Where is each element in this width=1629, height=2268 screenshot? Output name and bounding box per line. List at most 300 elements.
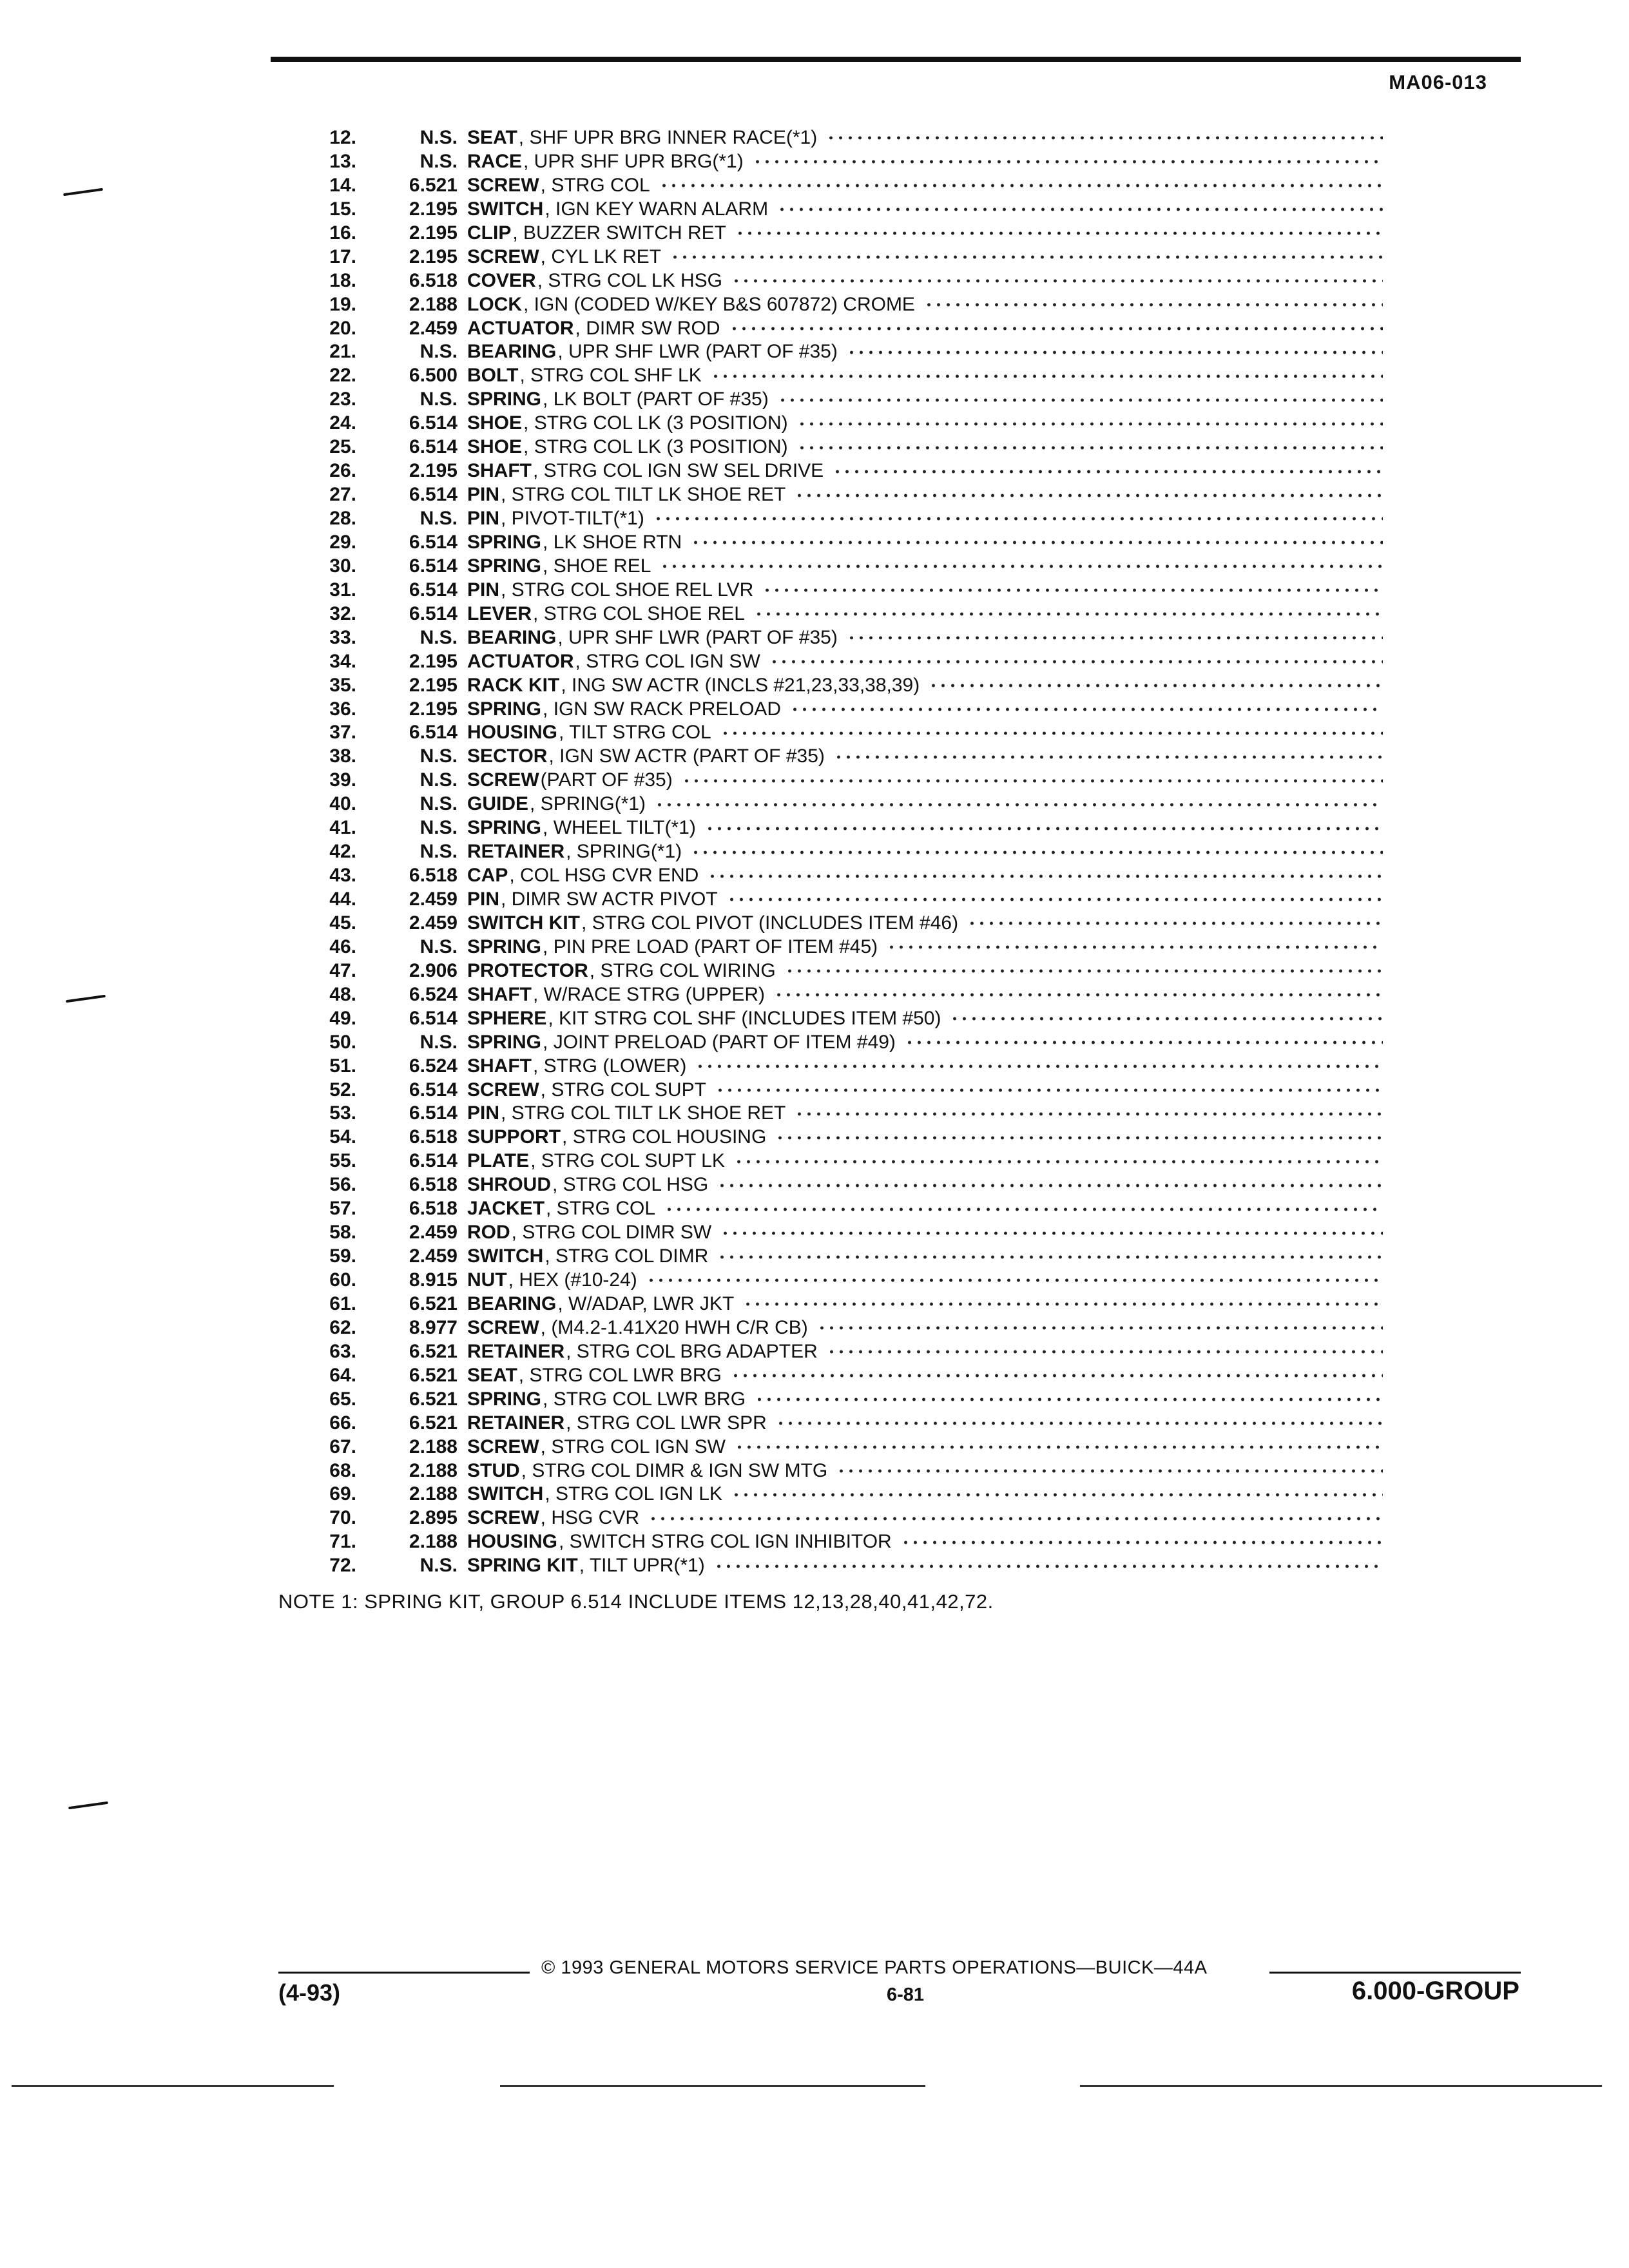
- part-name: SWITCH: [467, 1245, 544, 1267]
- part-description: [467, 317, 1385, 341]
- part-description: [467, 1079, 1385, 1102]
- dot-leader: [715, 1081, 1383, 1100]
- group-number: 2.459: [409, 1245, 458, 1267]
- dot-leader: [797, 438, 1383, 457]
- dot-leader: [795, 486, 1383, 505]
- item-number: 52.: [329, 1079, 356, 1100]
- item-number: 53.: [329, 1102, 356, 1124]
- part-name: SHAFT: [467, 1055, 532, 1077]
- part-row: [303, 1055, 1385, 1079]
- part-detail: , STRG COL LK HSG: [537, 269, 722, 291]
- part-row: [303, 317, 1385, 341]
- dot-leader: [887, 937, 1383, 957]
- part-description: [467, 674, 1385, 698]
- part-description: [467, 1149, 1385, 1173]
- part-row: [303, 674, 1385, 698]
- part-description: [467, 269, 1385, 293]
- dot-leader: [648, 1509, 1383, 1528]
- part-description: [467, 555, 1385, 579]
- item-number: 65.: [329, 1388, 356, 1410]
- group-number: N.S.: [419, 817, 458, 839]
- item-number: 25.: [329, 436, 356, 458]
- part-description: [467, 198, 1385, 222]
- item-number: 29.: [329, 531, 356, 553]
- part-name: PIN: [467, 484, 500, 506]
- part-name: STUD: [467, 1459, 520, 1481]
- item-number: 46.: [329, 936, 356, 957]
- dot-leader: [795, 1104, 1383, 1124]
- part-detail: , LK SHOE RTN: [543, 531, 682, 553]
- part-detail: , STRG COL HOUSING: [562, 1126, 767, 1148]
- part-detail: , STRG COL LWR BRG: [518, 1364, 722, 1386]
- part-row: [303, 1436, 1385, 1459]
- part-detail: , TILT STRG COL: [559, 722, 711, 744]
- group-number: 6.514: [409, 602, 458, 624]
- item-number: 48.: [329, 983, 356, 1005]
- part-description: [467, 1554, 1385, 1578]
- dot-leader: [705, 819, 1383, 838]
- group-number: 2.195: [409, 222, 458, 244]
- item-number: 30.: [329, 555, 356, 577]
- part-row: [303, 745, 1385, 769]
- part-name: RETAINER: [467, 1340, 565, 1362]
- part-row: [303, 198, 1385, 222]
- dot-leader: [743, 1294, 1383, 1314]
- dot-leader: [924, 295, 1383, 314]
- part-description: [467, 388, 1385, 412]
- item-number: 27.: [329, 484, 356, 506]
- part-row: [303, 1316, 1385, 1340]
- part-description: [467, 721, 1385, 745]
- part-description: [467, 579, 1385, 602]
- dot-leader: [769, 652, 1383, 671]
- part-name: SHROUD: [467, 1174, 552, 1196]
- part-description: [467, 840, 1385, 864]
- part-description: [467, 602, 1385, 626]
- item-number: 50.: [329, 1031, 356, 1053]
- part-description: [467, 1436, 1385, 1459]
- group-number: 8.977: [409, 1316, 458, 1338]
- part-name: BEARING: [467, 341, 557, 363]
- part-name: SCREW: [467, 769, 539, 791]
- part-description: [467, 459, 1385, 483]
- part-detail: , SPRING(*1): [566, 841, 682, 863]
- part-name: SPRING KIT: [467, 1555, 578, 1577]
- group-number: 2.906: [409, 959, 458, 981]
- part-name: SHOE: [467, 436, 523, 458]
- part-description: [467, 793, 1385, 816]
- part-detail: , CYL LK RET: [540, 245, 661, 267]
- group-number: 2.895: [409, 1507, 458, 1529]
- part-detail: , IGN SW ACTR (PART OF #35): [548, 745, 825, 767]
- group-number: 6.518: [409, 865, 458, 887]
- dot-leader: [755, 1390, 1383, 1409]
- part-description: [467, 245, 1385, 269]
- part-description: [467, 888, 1385, 912]
- part-name: PROTECTOR: [467, 959, 588, 981]
- group-number: N.S.: [419, 150, 458, 172]
- group-number: N.S.: [419, 1031, 458, 1053]
- part-description: [467, 816, 1385, 840]
- part-row: [303, 793, 1385, 816]
- item-number: 38.: [329, 745, 356, 767]
- part-detail: , LK BOLT (PART OF #35): [543, 389, 769, 410]
- part-detail: , STRG COL BRG ADAPTER: [566, 1340, 818, 1362]
- part-description: [467, 1055, 1385, 1079]
- part-description: [467, 959, 1385, 983]
- dot-leader: [776, 1414, 1383, 1433]
- part-detail: , IGN KEY WARN ALARM: [545, 198, 769, 220]
- part-row: [303, 1554, 1385, 1578]
- part-detail: , STRG COL IGN SW: [575, 650, 760, 672]
- part-description: [467, 483, 1385, 507]
- dot-leader: [778, 390, 1383, 410]
- group-number: 6.524: [409, 983, 458, 1005]
- group-number: 2.188: [409, 1531, 458, 1553]
- group-number: N.S.: [419, 508, 458, 529]
- part-detail: , KIT STRG COL SHF (INCLUDES ITEM #50): [548, 1007, 941, 1029]
- dot-leader: [774, 985, 1383, 1004]
- dot-leader: [834, 747, 1383, 767]
- part-description: [467, 864, 1385, 888]
- item-number: 36.: [329, 698, 356, 720]
- part-description: [467, 1173, 1385, 1197]
- part-row: [303, 1340, 1385, 1364]
- item-number: 68.: [329, 1459, 356, 1481]
- part-name: SHOE: [467, 412, 523, 434]
- part-name: SPRING: [467, 1388, 542, 1410]
- item-number: 24.: [329, 412, 356, 434]
- dot-leader: [775, 1128, 1383, 1148]
- item-number: 64.: [329, 1364, 356, 1386]
- part-name: GUIDE: [467, 793, 529, 815]
- part-description: [467, 1007, 1385, 1031]
- item-number: 57.: [329, 1198, 356, 1220]
- part-row: [303, 864, 1385, 888]
- parts-list: [303, 126, 1385, 1578]
- item-number: 26.: [329, 460, 356, 482]
- part-detail: , STRG COL TILT LK SHOE RET: [501, 484, 786, 506]
- part-description: [467, 222, 1385, 245]
- dot-leader: [797, 414, 1383, 434]
- part-name: RACE: [467, 150, 523, 172]
- dot-leader: [731, 1485, 1383, 1504]
- part-row: [303, 912, 1385, 936]
- part-description: [467, 769, 1385, 793]
- part-name: SCREW: [467, 1436, 539, 1457]
- part-row: [303, 1293, 1385, 1316]
- part-description: [467, 126, 1385, 150]
- part-name: SCREW: [467, 1079, 539, 1100]
- group-number: 2.195: [409, 698, 458, 720]
- item-number: 56.: [329, 1174, 356, 1196]
- dot-leader: [817, 1318, 1383, 1338]
- part-detail: , W/ADAP, LWR JKT: [557, 1293, 735, 1314]
- part-row: [303, 579, 1385, 602]
- item-number: 13.: [329, 150, 356, 172]
- item-number: 51.: [329, 1055, 356, 1077]
- part-row: [303, 626, 1385, 650]
- item-number: 15.: [329, 198, 356, 220]
- part-description: [467, 531, 1385, 555]
- item-number: 33.: [329, 626, 356, 648]
- item-number: 12.: [329, 127, 356, 148]
- footer-group: 6.000-GROUP: [1351, 1977, 1519, 2005]
- dot-leader: [735, 1437, 1383, 1457]
- part-row: [303, 769, 1385, 793]
- group-number: 6.514: [409, 412, 458, 434]
- dot-leader: [714, 1557, 1383, 1576]
- part-name: SPHERE: [467, 1007, 547, 1029]
- part-detail: , DIMR SW ROD: [575, 317, 720, 339]
- part-row: [303, 245, 1385, 269]
- part-name: SPRING: [467, 936, 542, 957]
- part-description: [467, 1031, 1385, 1055]
- part-detail: , UPR SHF UPR BRG(*1): [523, 150, 744, 172]
- group-number: N.S.: [419, 341, 458, 363]
- item-number: 43.: [329, 865, 356, 887]
- dot-leader: [646, 1271, 1383, 1290]
- part-detail: , HEX (#10-24): [508, 1269, 637, 1291]
- part-row: [303, 936, 1385, 959]
- part-name: LEVER: [467, 602, 532, 624]
- part-detail: (PART OF #35): [540, 769, 673, 791]
- part-description: [467, 1221, 1385, 1245]
- part-name: JACKET: [467, 1198, 545, 1220]
- item-number: 66.: [329, 1412, 356, 1434]
- group-number: 2.188: [409, 1436, 458, 1457]
- group-number: 2.195: [409, 650, 458, 672]
- item-number: 69.: [329, 1483, 356, 1505]
- part-name: ACTUATOR: [467, 317, 574, 339]
- part-row: [303, 1506, 1385, 1530]
- group-number: 6.521: [409, 1293, 458, 1314]
- part-description: [467, 340, 1385, 364]
- group-number: N.S.: [419, 389, 458, 410]
- bottom-rule: [500, 2085, 925, 2087]
- part-row: [303, 150, 1385, 174]
- part-detail: , ING SW ACTR (INCLS #21,23,33,38,39): [561, 674, 920, 696]
- dot-leader: [691, 533, 1383, 552]
- group-number: N.S.: [419, 793, 458, 815]
- item-number: 16.: [329, 222, 356, 244]
- item-number: 60.: [329, 1269, 356, 1291]
- part-name: COVER: [467, 269, 536, 291]
- part-name: SPRING: [467, 389, 542, 410]
- dot-leader: [753, 152, 1383, 171]
- group-number: 6.518: [409, 1198, 458, 1220]
- group-number: 6.514: [409, 436, 458, 458]
- part-row: [303, 983, 1385, 1007]
- part-description: [467, 1245, 1385, 1269]
- part-name: RETAINER: [467, 841, 565, 863]
- document-code: MA06-013: [1389, 71, 1487, 93]
- part-name: PIN: [467, 579, 500, 601]
- dot-leader: [717, 1176, 1383, 1195]
- item-number: 18.: [329, 269, 356, 291]
- part-row: [303, 1173, 1385, 1197]
- part-name: ROD: [467, 1222, 510, 1244]
- part-detail: , (M4.2-1.41X20 HWH C/R CB): [540, 1316, 808, 1338]
- item-number: 67.: [329, 1436, 356, 1457]
- dot-leader: [729, 319, 1383, 338]
- dot-leader: [670, 247, 1383, 267]
- binder-mark: [63, 188, 103, 197]
- item-number: 70.: [329, 1507, 356, 1529]
- part-name: SCREW: [467, 245, 539, 267]
- item-number: 71.: [329, 1531, 356, 1553]
- item-number: 58.: [329, 1222, 356, 1244]
- item-number: 42.: [329, 841, 356, 863]
- item-number: 17.: [329, 245, 356, 267]
- group-number: N.S.: [419, 936, 458, 957]
- dot-leader: [754, 604, 1383, 624]
- top-rule: [271, 57, 1521, 62]
- part-name: LOCK: [467, 293, 522, 315]
- item-number: 32.: [329, 602, 356, 624]
- group-number: 6.521: [409, 174, 458, 196]
- group-number: 2.459: [409, 889, 458, 910]
- part-detail: , UPR SHF LWR (PART OF #35): [557, 626, 838, 648]
- group-number: 6.514: [409, 722, 458, 744]
- part-description: [467, 293, 1385, 317]
- part-description: [467, 436, 1385, 459]
- group-number: 2.195: [409, 674, 458, 696]
- part-description: [467, 626, 1385, 650]
- part-row: [303, 436, 1385, 459]
- part-name: HOUSING: [467, 722, 558, 744]
- part-row: [303, 483, 1385, 507]
- item-number: 31.: [329, 579, 356, 601]
- footer-rule-right: [1269, 1972, 1521, 1974]
- part-description: [467, 412, 1385, 436]
- item-number: 40.: [329, 793, 356, 815]
- part-row: [303, 721, 1385, 745]
- part-description: [467, 983, 1385, 1007]
- part-row: [303, 698, 1385, 722]
- part-detail: , SHOE REL: [543, 555, 651, 577]
- group-number: N.S.: [419, 745, 458, 767]
- dot-leader: [777, 200, 1383, 219]
- part-name: RETAINER: [467, 1412, 565, 1434]
- part-detail: , SWITCH STRG COL IGN INHIBITOR: [559, 1531, 892, 1553]
- part-description: [467, 1412, 1385, 1436]
- dot-leader: [929, 676, 1383, 695]
- part-row: [303, 1269, 1385, 1293]
- group-number: 2.459: [409, 912, 458, 934]
- part-detail: , STRG COL TILT LK SHOE RET: [501, 1102, 786, 1124]
- item-number: 34.: [329, 650, 356, 672]
- part-detail: , STRG COL: [540, 174, 650, 196]
- footer-rule-left: [278, 1972, 530, 1974]
- part-name: CLIP: [467, 222, 512, 244]
- item-number: 59.: [329, 1245, 356, 1267]
- part-name: SPRING: [467, 817, 542, 839]
- part-detail: , TILT UPR(*1): [579, 1555, 705, 1577]
- group-number: 6.514: [409, 1079, 458, 1100]
- part-detail: , WHEEL TILT(*1): [543, 817, 696, 839]
- part-row: [303, 840, 1385, 864]
- dot-leader: [836, 1461, 1383, 1481]
- part-row: [303, 1221, 1385, 1245]
- part-description: [467, 1506, 1385, 1530]
- binder-mark: [66, 995, 106, 1003]
- group-number: 6.514: [409, 555, 458, 577]
- part-detail: , STRG COL DIMR SW: [511, 1222, 712, 1244]
- part-row: [303, 364, 1385, 388]
- part-name: SECTOR: [467, 745, 548, 767]
- footer-page-number: 6-81: [887, 1984, 925, 2005]
- dot-leader: [790, 700, 1383, 719]
- dot-leader: [905, 1033, 1383, 1052]
- dot-leader: [826, 128, 1383, 148]
- group-number: N.S.: [419, 127, 458, 148]
- part-detail: , HSG CVR: [540, 1507, 640, 1529]
- item-number: 39.: [329, 769, 356, 791]
- part-name: SEAT: [467, 1364, 517, 1386]
- part-name: SWITCH KIT: [467, 912, 580, 934]
- part-row: [303, 459, 1385, 483]
- part-detail: , STRG COL LWR SPR: [566, 1412, 767, 1434]
- part-description: [467, 1483, 1385, 1506]
- part-row: [303, 269, 1385, 293]
- item-number: 22.: [329, 365, 356, 387]
- part-detail: , STRG COL DIMR: [545, 1245, 709, 1267]
- item-number: 45.: [329, 912, 356, 934]
- part-row: [303, 1197, 1385, 1221]
- part-row: [303, 388, 1385, 412]
- part-detail: , PIVOT-TILT(*1): [501, 508, 644, 529]
- part-detail: , STRG COL HSG: [552, 1174, 709, 1196]
- part-description: [467, 1388, 1385, 1412]
- part-detail: , COL HSG CVR END: [509, 865, 699, 887]
- part-name: SHAFT: [467, 460, 532, 482]
- part-row: [303, 340, 1385, 364]
- group-number: 8.915: [409, 1269, 458, 1291]
- part-row: [303, 1530, 1385, 1554]
- dot-leader: [660, 557, 1383, 576]
- item-number: 55.: [329, 1150, 356, 1172]
- part-detail: , UPR SHF LWR (PART OF #35): [557, 341, 838, 363]
- bottom-rule: [12, 2085, 334, 2087]
- part-description: [467, 1102, 1385, 1126]
- item-number: 20.: [329, 317, 356, 339]
- part-detail: , BUZZER SWITCH RET: [512, 222, 726, 244]
- part-description: [467, 507, 1385, 531]
- part-row: [303, 1483, 1385, 1506]
- part-description: [467, 1530, 1385, 1554]
- part-detail: , STRG COL SUPT LK: [530, 1150, 725, 1172]
- part-row: [303, 1388, 1385, 1412]
- part-name: PIN: [467, 508, 500, 529]
- part-row: [303, 126, 1385, 150]
- binder-mark: [68, 1802, 108, 1810]
- dot-leader: [653, 509, 1383, 528]
- part-name: PIN: [467, 889, 500, 910]
- part-row: [303, 412, 1385, 436]
- note: NOTE 1: SPRING KIT, GROUP 6.514 INCLUDE ITEMS 12,13,28,40,41,42,72.: [278, 1590, 994, 1613]
- group-number: N.S.: [419, 769, 458, 791]
- part-name: SUPPORT: [467, 1126, 561, 1148]
- part-row: [303, 531, 1385, 555]
- dot-leader: [735, 224, 1383, 243]
- part-detail: , STRG COL SUPT: [540, 1079, 706, 1100]
- part-name: BEARING: [467, 1293, 557, 1314]
- part-detail: , STRG COL SHOE REL: [533, 602, 745, 624]
- group-number: N.S.: [419, 841, 458, 863]
- item-number: 47.: [329, 959, 356, 981]
- part-detail: , STRG COL LK (3 POSITION): [523, 436, 788, 458]
